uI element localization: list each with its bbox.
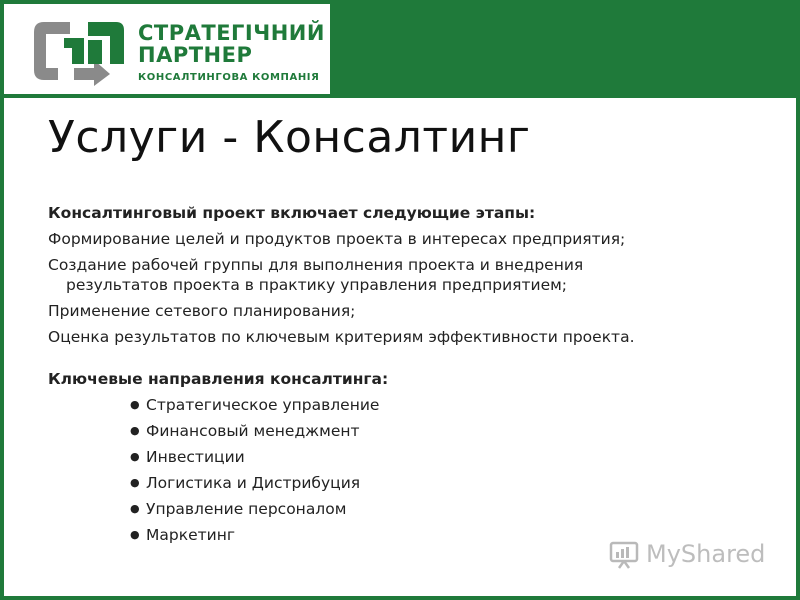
- slide-content: [48, 200, 768, 548]
- bullet-icon: ●: [130, 424, 140, 437]
- strategic-partner-logo-icon: [30, 16, 126, 86]
- list-item-label: Маркетинг: [146, 526, 235, 544]
- list-item-label: Финансовый менеджмент: [146, 422, 360, 440]
- watermark: [608, 538, 765, 570]
- bullet-icon: ●: [130, 398, 140, 411]
- list-item-label: Логистика и Дистрибуция: [146, 474, 361, 492]
- list-item-label: Стратегическое управление: [146, 396, 380, 414]
- bullet-icon: ●: [130, 450, 140, 463]
- logo-line-1: СТРАТЕГІЧНИЙ: [138, 21, 325, 45]
- bullet-icon: ●: [130, 528, 140, 541]
- list-item-label: Инвестиции: [146, 448, 245, 466]
- list-item: [130, 470, 768, 496]
- logo-subtitle: КОНСАЛТИНГОВА КОМПАНІЯ: [138, 72, 320, 83]
- stage-item: Применение сетевого планирования;: [48, 302, 356, 320]
- stage-item: [48, 252, 768, 298]
- bullet-icon: ●: [130, 476, 140, 489]
- list-item-label: Управление персоналом: [146, 500, 347, 518]
- stage-item-line: Создание рабочей группы для выполнения проекта и внедрения: [48, 256, 584, 274]
- watermark-text: MyShared: [646, 540, 766, 568]
- list-item: [130, 444, 768, 470]
- directions-list: [48, 392, 768, 548]
- page-title: Услуги - Консалтинг: [48, 112, 531, 163]
- section-heading-directions: Ключевые направления консалтинга:: [48, 370, 389, 388]
- stage-item: Формирование целей и продуктов проекта в интересах предприятия;: [48, 230, 626, 248]
- stage-item-continuation: результатов проекта в практику управления предприятием;: [66, 276, 568, 294]
- list-item: [130, 392, 768, 418]
- stage-item: Оценка результатов по ключевым критериям эффективности проекта.: [48, 328, 635, 346]
- list-item: [130, 418, 768, 444]
- list-item: [130, 496, 768, 522]
- spacer: [48, 350, 768, 366]
- bullet-icon: ●: [130, 502, 140, 515]
- logo-line-2: ПАРТНЕР: [138, 43, 253, 67]
- myshared-logo-icon: [608, 539, 642, 569]
- company-logo: [4, 4, 330, 94]
- section-heading-stages: Консалтинговый проект включает следующие этапы:: [48, 204, 536, 222]
